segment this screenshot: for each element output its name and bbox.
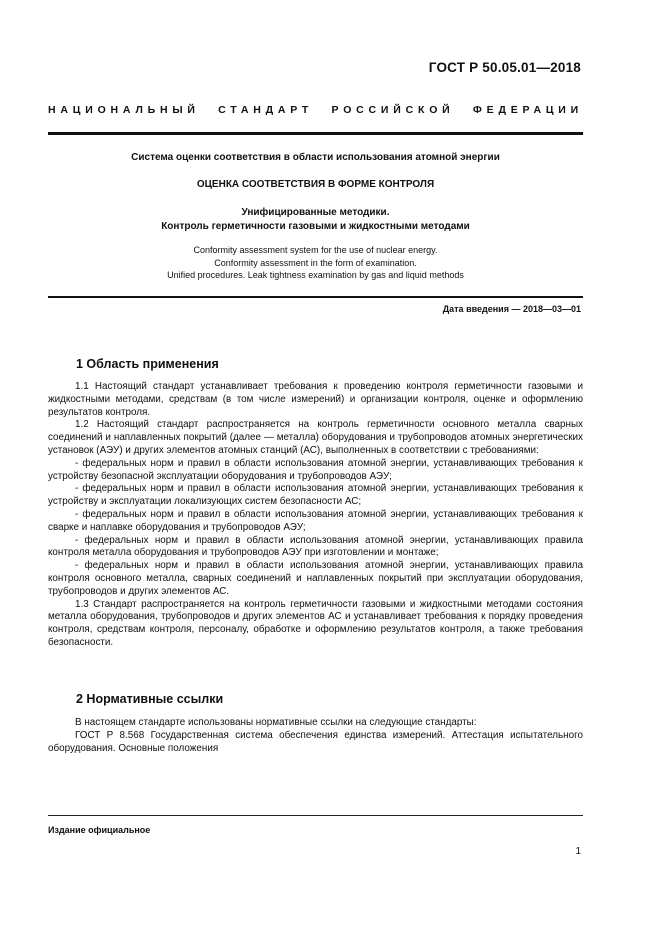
- english-title-line-2: Conformity assessment in the form of examination.: [214, 257, 417, 268]
- reference-item: ГОСТ Р 8.568 Государственная система обеспечения единства измерений. Аттестация испытательного оборудования. Основные положения: [48, 729, 583, 754]
- national-standard-title: НАЦИОНАЛЬНЫЙ СТАНДАРТ РОССИЙСКОЙ ФЕДЕРАЦИИ: [48, 104, 583, 116]
- paragraph-1-2: 1.2 Настоящий стандарт распространяется на контроль герметичности основного металла сварных соединений и наплавленных покрытий (далее — металла) оборудования и трубопроводов атомных энергетических установок (АЭУ) и других элементов атомных станций (АС), выполненных в соответствии с требованиями:: [48, 419, 583, 456]
- official-edition-label: Издание официальное: [48, 825, 151, 835]
- english-title-line-3: Unified procedures. Leak tightness examination by gas and liquid methods: [167, 270, 464, 280]
- list-item: - федеральных норм и правил в области использования атомной энергии, устанавливающих требования к устройству безопасной эксплуатации оборудования и трубопроводов АЭУ;: [48, 457, 583, 482]
- section-1-body: [48, 381, 583, 650]
- list-item: - федеральных норм и правил в области использования атомной энергии, устанавливающих требования к устройству и эксплуатации локализующих систем безопасности АС;: [48, 483, 583, 508]
- subtitle: [48, 206, 583, 234]
- section-2-heading: 2 Нормативные ссылки: [76, 692, 224, 706]
- english-title: [48, 244, 583, 282]
- document-code: ГОСТ Р 50.05.01—2018: [428, 60, 581, 75]
- list-item: - федеральных норм и правил в области использования атомной энергии, устанавливающих правила контроля металла оборудования и трубопроводов АЭУ при изготовлении и монтаже;: [48, 534, 583, 559]
- english-title-line-1: Conformity assessment system for the use of nuclear energy.: [193, 245, 438, 255]
- section-2-body: [48, 717, 583, 755]
- subtitle-line-2: Контроль герметичности газовыми и жидкостными методами: [161, 221, 470, 232]
- page-number: 1: [575, 846, 581, 857]
- system-title: Система оценки соответствия в области использования атомной энергии: [131, 152, 500, 163]
- subtitle-line-1: Унифицированные методики.: [241, 207, 390, 218]
- header-divider: [48, 132, 583, 135]
- list-item: - федеральных норм и правил в области использования атомной энергии, устанавливающих требования к сварке и наплавке оборудования и трубопроводов АЭУ;: [48, 508, 583, 533]
- paragraph-1-1: 1.1 Настоящий стандарт устанавливает требования к проведению контроля герметичности газовыми и жидкостными методами, средствам (в том числе измерений) и организации контроля, оценке и оформлению результатов контроля.: [48, 381, 583, 418]
- title-divider: [48, 296, 583, 298]
- main-title: ОЦЕНКА СООТВЕТСТВИЯ В ФОРМЕ КОНТРОЛЯ: [196, 179, 435, 190]
- paragraph-2-intro: В настоящем стандарте использованы нормативные ссылки на следующие стандарты:: [75, 717, 477, 728]
- section-1-heading: 1 Область применения: [76, 357, 219, 371]
- list-item: - федеральных норм и правил в области использования атомной энергии, устанавливающих правила контроля основного металла, сварных соединений и наплавленных покрытий при эксплуатации оборудования, трубопроводов и других элементов АС.: [48, 560, 583, 597]
- paragraph-1-3: 1.3 Стандарт распространяется на контроль герметичности газовыми и жидкостными методами состояния металла оборудования, трубопроводов и других элементов АС и устанавливает требования к порядку проведения контроля, средствам контроля, персоналу, обработке и оформлению результатов контроля, а также требования безопасности.: [48, 598, 583, 648]
- introduction-date: Дата введения — 2018—03—01: [442, 304, 581, 314]
- footer-divider: [48, 815, 583, 816]
